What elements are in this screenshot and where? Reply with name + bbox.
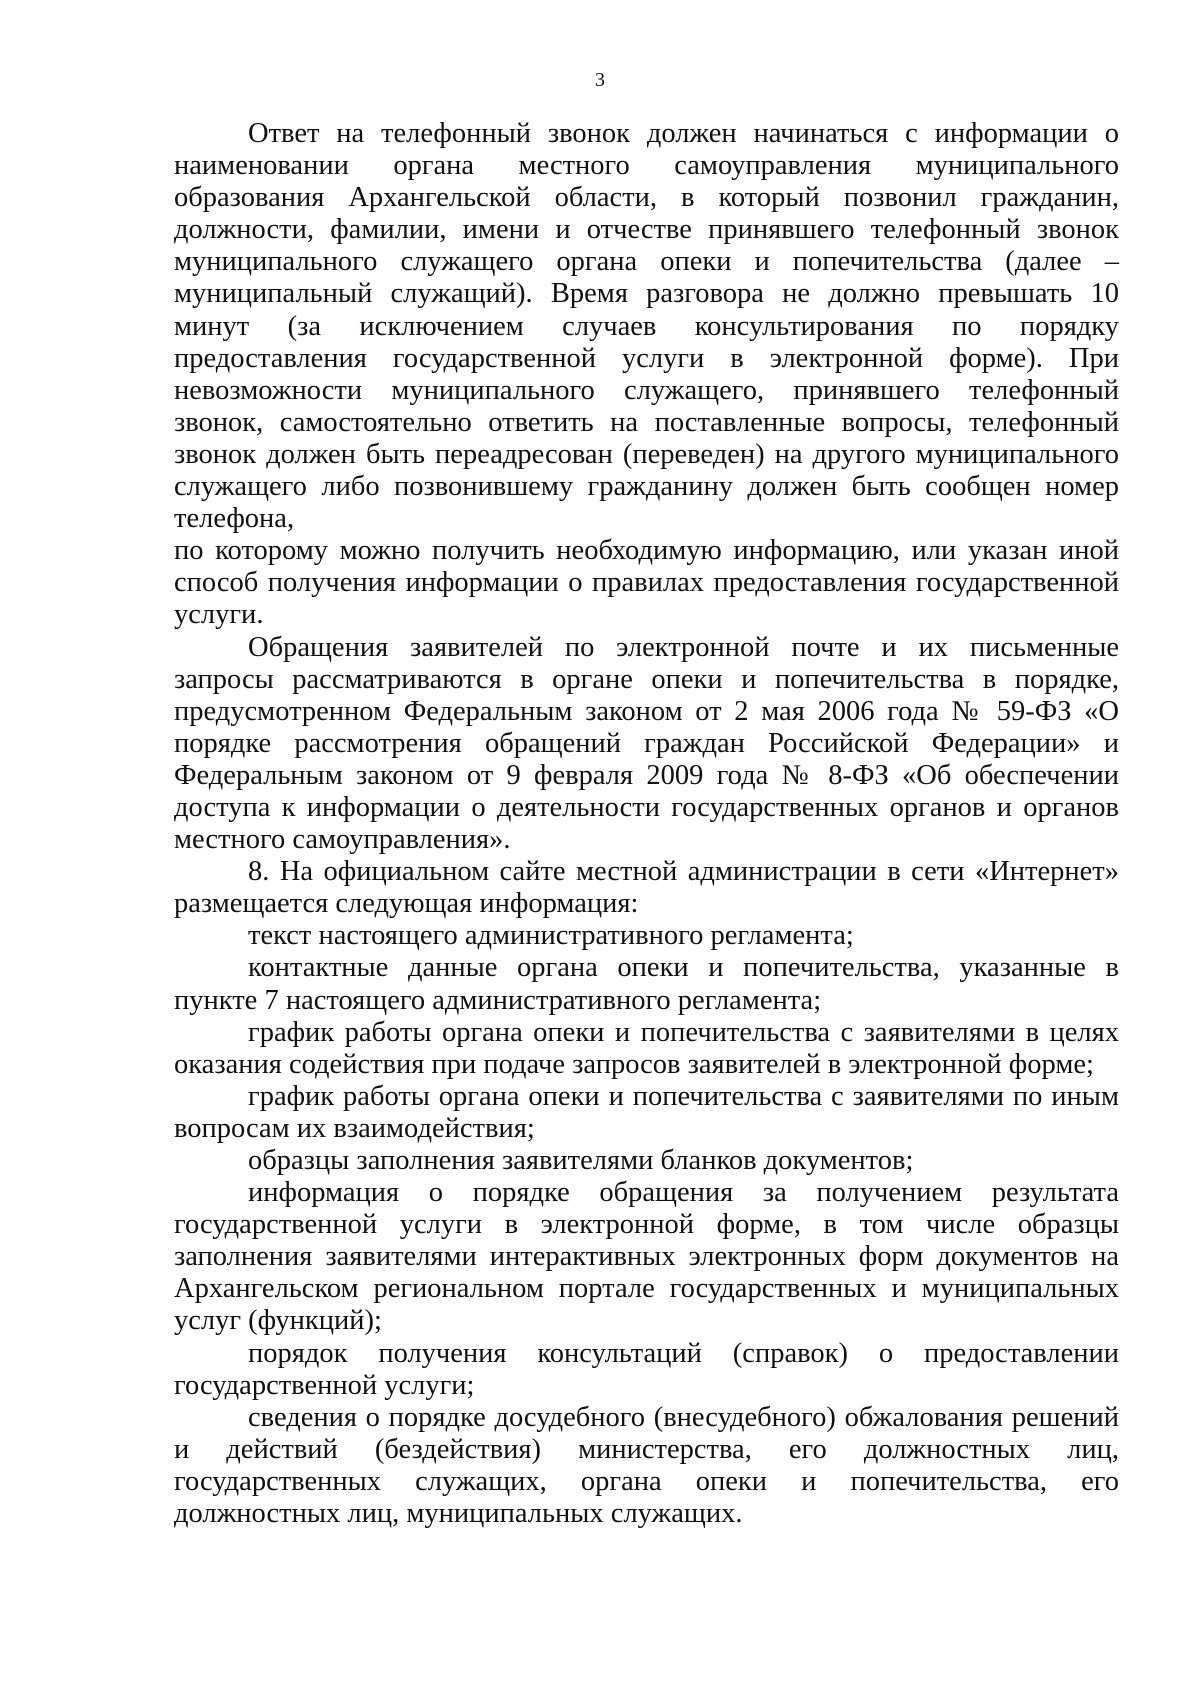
list-item-contact-data: контактные данные органа опеки и попечительства, указанные в пункте 7 настоящего административного регламента; <box>174 952 1119 1016</box>
paragraph-phone-continuation: по которому можно получить необходимую информацию, или указан иной способ получения информации о правилах предоставления государственной услуги. <box>174 535 1119 631</box>
list-item-appeal-procedure: сведения о порядке досудебного (внесудебного) обжалования решений и действий (бездействия) министерства, его должностных лиц, государственных служащих, органа опеки и попечительства, его должностных лиц, муниципальных служащих. <box>174 1401 1119 1530</box>
list-item-electronic-result: информация о порядке обращения за получением результата государственной услуги в электронной форме, в том числе образцы заполнения заявителями интерактивных электронных форм документов на Архангельском региональном портале государственных и муниципальных услуг (функций); <box>174 1177 1119 1337</box>
list-item-schedule-other: график работы органа опеки и попечительства с заявителями по иным вопросам их взаимодействия; <box>174 1080 1119 1144</box>
paragraph-phone-answer: Ответ на телефонный звонок должен начинаться с информации о наименовании органа местного самоуправления муниципального образования Архангельской области, в который позвонил гражданин, должности, фамилии, имени и отчестве принявшего телефонный звонок муниципального служащего органа опеки и попечительства (далее – муниципальный служащий). Время разговора не должно превышать 10 минут (за исключением случаев консультирования по порядку предоставления государственной услуги в электронной форме). При невозможности муниципального служащего, принявшего телефонный звонок, самостоятельно ответить на поставленные вопросы, телефонный звонок должен быть переадресован (переведен) на другого муниципального служащего либо позвонившему гражданину должен быть сообщен номер телефона, <box>174 118 1119 535</box>
list-item-schedule-electronic: график работы органа опеки и попечительства с заявителями в целях оказания содействия при подаче запросов заявителей в электронной форме; <box>174 1016 1119 1080</box>
paragraph-written-requests: Обращения заявителей по электронной почте и их письменные запросы рассматриваются в органе опеки и попечительства в порядке, предусмотренном Федеральным законом от 2 мая 2006 года № 59-ФЗ «О порядке рассмотрения обращений граждан Российской Федерации» и Федеральным законом от 9 февраля 2009 года № 8-ФЗ «Об обеспечении доступа к информации о деятельности государственных органов и органов местного самоуправления». <box>174 631 1119 856</box>
list-item-form-samples: образцы заполнения заявителями бланков документов; <box>248 1145 914 1176</box>
document-body <box>174 118 1119 1530</box>
page-number: 3 <box>595 69 605 91</box>
list-item-regulation-text: текст настоящего административного регламента; <box>248 920 854 952</box>
list-item-consultations: порядок получения консультаций (справок) о предоставлении государственной услуги; <box>174 1337 1119 1401</box>
paragraph-item-8: 8. На официальном сайте местной администрации в сети «Интернет» размещается следующая информация: <box>174 856 1119 920</box>
